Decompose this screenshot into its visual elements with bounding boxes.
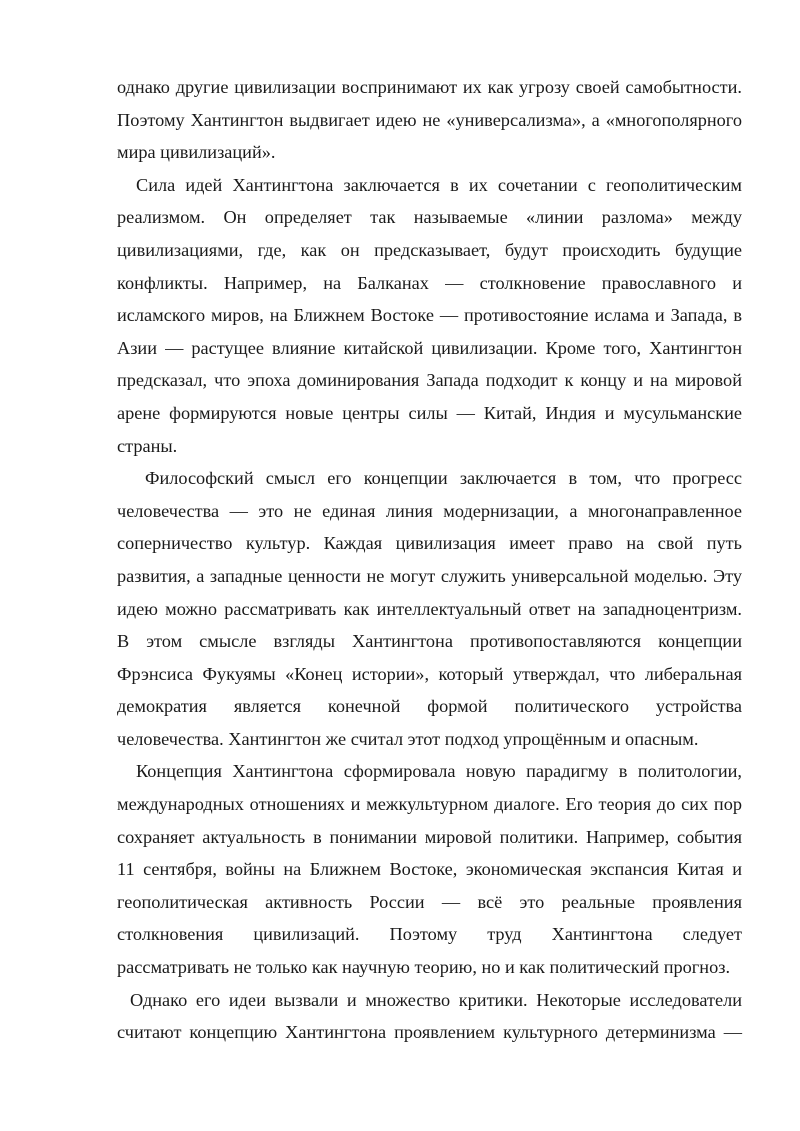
paragraph-1 [117,71,742,169]
text-line: Фрэнсиса Фукуямы «Конец истории», который утверждал, что либеральная [117,663,742,684]
text-line: Азии — растущее влияние китайской цивилизации. Кроме того, Хантингтон [117,337,742,358]
text-line: сохраняет актуальность в понимании мировой политики. Например, события [117,826,742,847]
text-line: геополитическая активность России — всё это реальные проявления [117,891,742,912]
text-line: арене формируются новые центры силы — Китай, Индия и мусульманские [117,402,742,423]
paragraph-3 [117,462,742,755]
paragraph-4 [117,755,742,983]
text-line: цивилизациями, где, как он предсказывает, будут происходить будущие [117,239,742,260]
text-line: соперничество культур. Каждая цивилизация имеет право на свой путь [117,533,742,554]
text-line: международных отношениях и межкультурном диалоге. Его теория до сих пор [117,794,742,815]
text-line: страны. [117,435,178,456]
text-line: реализмом. Он определяет так называемые «линии разлома» между [117,207,742,228]
text-line: Сила идей Хантингтона заключается в их сочетании с геополитическим [136,174,742,195]
document-body [117,71,742,1049]
text-line: Концепция Хантингтона сформировала новую парадигму в политологии, [136,761,742,782]
text-line: рассматривать не только как научную теорию, но и как политический прогноз. [117,957,731,978]
text-line: человечества. Хантингтон же считал этот подход упрощённым и опасным. [117,728,699,749]
text-line: Философский смысл его концепции заключается в том, что прогресс [145,468,742,489]
text-line: Поэтому Хантингтон выдвигает идею не «универсализма», а «многополярного [117,109,742,130]
text-line: конфликты. Например, на Балканах — столкновение православного и [117,272,742,293]
text-line: столкновения цивилизаций. Поэтому труд Хантингтона следует [117,924,742,945]
text-line: считают концепцию Хантингтона проявлением культурного детерминизма — [117,1022,742,1043]
text-line: мира цивилизаций». [117,142,276,163]
text-line: предсказал, что эпоха доминирования Запада подходит к концу и на мировой [117,370,742,391]
text-line: развития, а западные ценности не могут служить универсальной моделью. Эту [117,565,742,586]
text-line: демократия является конечной формой политического устройства [117,696,742,717]
text-line: однако другие цивилизации воспринимают их как угрозу своей самобытности. [117,77,742,97]
text-line: идею можно рассматривать как интеллектуальный ответ на западноцентризм. [117,598,742,619]
paragraph-5 [117,984,742,1049]
paragraph-2 [117,169,742,462]
text-line: исламского миров, на Ближнем Востоке — противостояние ислама и Запада, в [117,305,742,326]
text-line: 11 сентября, войны на Ближнем Востоке, экономическая экспансия Китая и [117,859,742,880]
text-line: Однако его идеи вызвали и множество критики. Некоторые исследователи [130,989,742,1010]
text-line: В этом смысле взгляды Хантингтона противопоставляются концепции [117,631,742,652]
text-line: человечества — это не единая линия модернизации, а многонаправленное [117,500,742,521]
